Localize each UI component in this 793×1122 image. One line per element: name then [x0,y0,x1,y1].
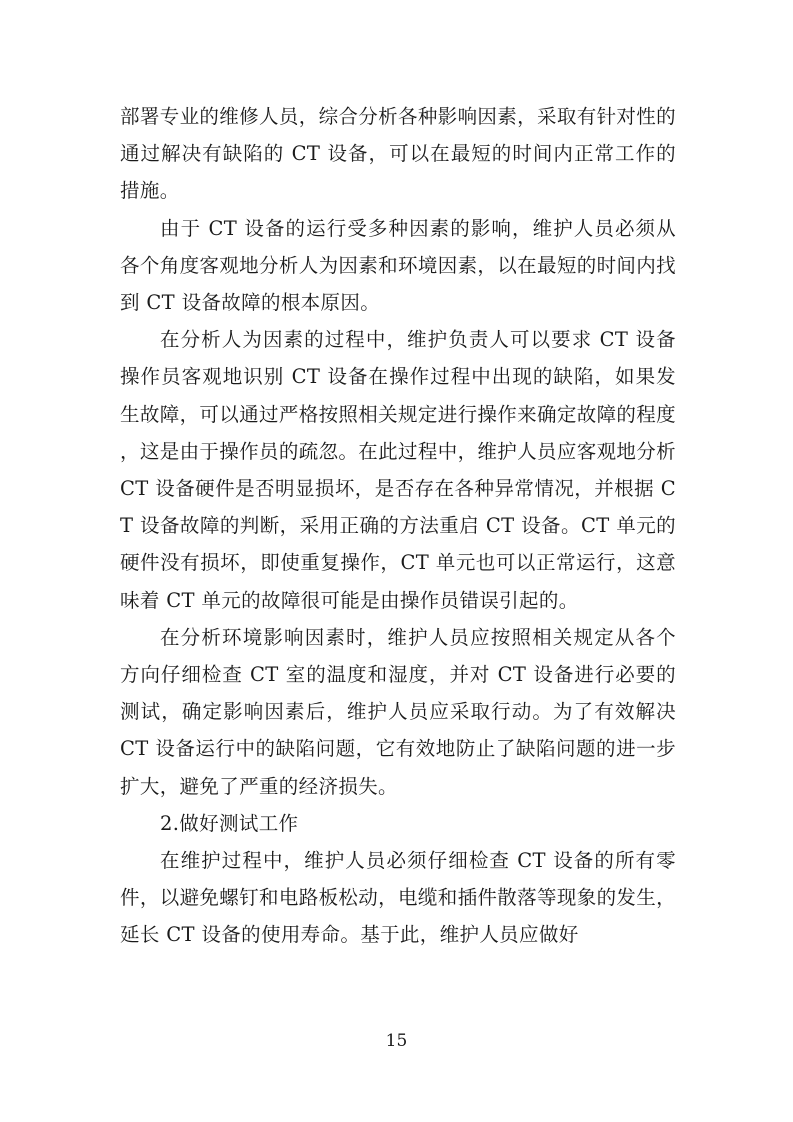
body-text [120,98,676,954]
paragraph-analysis-intro: 由于 CT 设备的运行受多种因素的影响，维护人员必须从各个角度客观地分析人为因素和环境因素，以在最短的时间内找到 CT 设备故障的根本原因。 [120,216,676,315]
paragraph-testing: 在维护过程中，维护人员必须仔细检查 CT 设备的所有零件，以避免螺钉和电路板松动，电缆和插件散落等现象的发生，延长 CT 设备的使用寿命。基于此，维护人员应做好 [120,849,676,947]
paragraph-continued: 部署专业的维修人员，综合分析各种影响因素，采取有针对性的通过解决有缺陷的 CT 设备，可以在最短的时间内正常工作的措施。 [120,105,676,203]
paragraph-environment-factors: 在分析环境影响因素时，维护人员应按照相关规定从各个方向仔细检查 CT 室的温度和湿度，并对 CT 设备进行必要的测试，确定影响因素后，维护人员应采取行动。为了有效解决 CT 设备运行中的缺陷问题，它有效地防止了缺陷问题的进一步扩大，避免了严重的经济损失。 [120,625,676,798]
paragraph-human-factors: 在分析人为因素的过程中，维护负责人可以要求 CT 设备操作员客观地识别 CT 设备在操作过程中出现的缺陷，如果发生故障，可以通过严格按照相关规定进行操作来确定故障的程度，这是由于操作员的疏忽。在此过程中，维护人员应客观地分析 CT 设备硬件是否明显损坏，是否存在各种异常情况，并根据 CT 设备故障的判断，采用正确的方法重启 CT 设备。CT 单元的硬件没有损坏，即使重复操作，CT 单元也可以正常运行，这意味着 CT 单元的故障很可能是由操作员错误引起的。 [120,328,676,612]
page-number: 15 [385,1031,408,1051]
section-heading: 2.做好测试工作 [160,811,299,835]
